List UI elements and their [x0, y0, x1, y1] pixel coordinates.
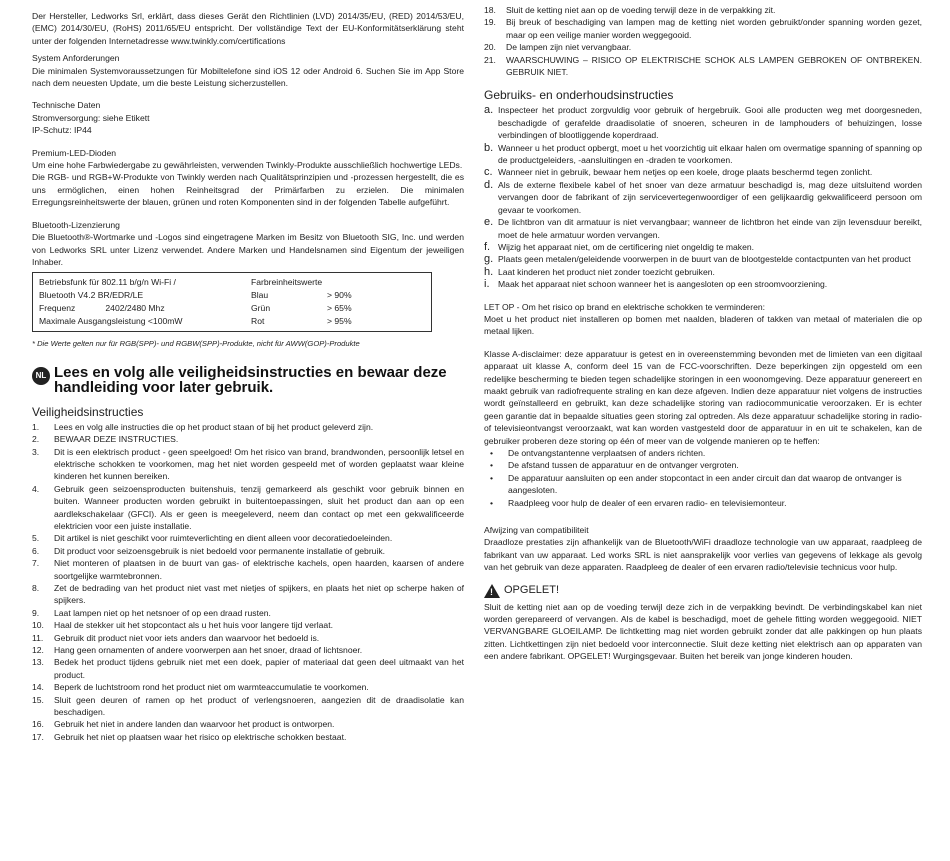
item-number: 16.	[32, 719, 44, 730]
list-item	[484, 472, 922, 497]
item-number: 2.	[32, 434, 40, 445]
list-item	[32, 446, 464, 483]
nl-title: Lees en volg alle veiligheidsinstructies en bewaar deze handleiding voor later gebruik.	[54, 363, 447, 396]
use-maintenance-list	[484, 104, 922, 290]
item-number: 18.	[484, 5, 496, 15]
safety-instructions-title: Veiligheidsinstructies	[32, 404, 144, 419]
item-number: 9.	[32, 607, 40, 618]
item-number: 12.	[32, 645, 44, 656]
list-item	[484, 447, 922, 459]
list-item	[32, 681, 464, 693]
item-letter: b.	[484, 141, 494, 154]
item-number: 15.	[32, 694, 44, 705]
list-item	[484, 497, 922, 509]
item-text: Bedek het product tijdens gebruik niet met een doek, papier of materiaal dat geen deel uitmaakt van het product.	[54, 657, 464, 680]
frequency-value: 2402/2480 Mhz	[105, 303, 165, 314]
color-purity-title: Farbreinheitswerte	[251, 277, 323, 288]
warning-title: OPGELET!	[504, 584, 560, 597]
item-text: Laat lampen niet op het netsnoer of op een draad rusten.	[54, 607, 271, 618]
bullet-icon: •	[490, 497, 494, 508]
premium-led-text-1: Um eine hohe Farbwiedergabe zu gewährleisten, verwenden Twinkly-Produkte ausschließlich hochwertige LEDs.	[32, 160, 463, 171]
item-text: Wijzig het apparaat niet, om de certificering niet ongeldig te maken.	[498, 241, 755, 252]
item-text: Lees en volg alle instructies die op het product staan of bij het product geleverd zijn.	[54, 421, 374, 432]
list-item	[32, 694, 464, 719]
interference-bullets	[484, 447, 922, 509]
color-name: Blau	[251, 290, 269, 301]
spec-table	[32, 272, 432, 332]
item-text: De apparatuur aansluiten op een ander stopcontact in een ander circuit dan dat waarop de ontvanger is aangesloten.	[508, 472, 902, 496]
use-maintenance-title: Gebruiks- en onderhoudsinstructies	[484, 88, 674, 103]
item-number: 7.	[32, 558, 40, 569]
item-number: 8.	[32, 583, 40, 593]
item-text: Als de externe flexibele kabel of het snoer van deze armatuur beschadigd is, mag deze uitsluitend worden vervangen door de fabrikant of zijn servicevertegenwoordiger of een gelijkaardig gekwalificeerd persoon om gevaar te voorkomen.	[498, 179, 922, 215]
item-letter: e.	[484, 216, 494, 229]
list-item	[32, 545, 464, 557]
item-text: Sluit geen deuren of ramen op het product of verlengsnoeren, aangezien dit de draadisolatie kan beschadigen.	[54, 694, 464, 718]
list-item	[484, 179, 922, 216]
item-text: Niet monteren of plaatsen in de buurt van gas- of elektrische kachels, open haarden, kaarsen of andere soortgelijke warmtebronnen.	[54, 558, 464, 581]
list-item	[32, 557, 464, 582]
item-text: Haal de stekker uit het stopcontact als u het huis voor langere tijd verlaat.	[54, 620, 333, 631]
bluetooth-text: Die Bluetooth®-Wortmarke und -Logos sind eingetragene Marken im Besitz von Bluetooth SIG, Inc. und werden von Ledworks SRL unter Lizenz verwendet. Andere Marken und Handelsnamen sind Eigentum der jeweiligen Inhaber.	[32, 232, 464, 267]
item-text: Wanneer u het product opbergt, moet u het voorzichtig uit elkaar halen om overmatige spanning of spanning op de productgeleiders, -aansluitingen en -draden te voorkomen.	[498, 142, 922, 166]
item-text: Zet de bedrading van het product niet vast met nietjes of spijkers, en plaats het niet op scherpe haken of spijkers.	[54, 583, 464, 606]
system-requirements-title: System Anforderungen	[32, 53, 120, 64]
list-item	[484, 104, 922, 141]
item-text: Hang geen ornamenten of andere voorwerpen aan het snoer, draad of lichtsnoer.	[54, 645, 363, 656]
list-item	[32, 731, 464, 743]
list-item	[32, 718, 464, 730]
list-item	[484, 241, 922, 253]
radio-spec-line-1: Betriebsfunk für 802.11 b/g/n Wi-Fi /	[39, 277, 176, 288]
list-item	[32, 483, 464, 533]
item-letter: g.	[484, 253, 494, 266]
color-value: > 95%	[327, 316, 352, 327]
left-column	[32, 10, 464, 743]
item-text: BEWAAR DEZE INSTRUCTIES.	[54, 434, 179, 445]
technical-data-title: Technische Daten	[32, 100, 101, 111]
item-number: 19.	[484, 17, 496, 28]
item-text: Raadpleeg voor hulp de dealer of een ervaren radio- en televisiemonteur.	[508, 497, 787, 508]
list-item	[484, 142, 922, 167]
list-item	[32, 421, 464, 433]
item-letter: a.	[484, 104, 494, 117]
warning-text: Sluit de ketting niet aan op de voeding terwijl deze zich in de verpakking bevindt. De verbindingskabel kan niet worden gerepareerd of vervangen. Als de kabel is beschadigd, moet de gehele fitting worden weggegooid. NIET VERVANGBARE GLOEILAMP. De lichtketting mag niet worden gebruikt zonder dat alle pakkingen op hun plaats zitten. Lichtkettingen zijn niet bedoeld voor interconnectie. Sluit deze ketting niet elektrisch aan op apparaten van een andere fabrikant. OPGELET! Wurgingsgevaar. Buiten het bereik van jonge kinderen houden.	[484, 601, 922, 662]
item-text: Gebruik het niet op plaatsen waar het risico op elektrische schokken bestaat.	[54, 731, 347, 742]
item-number: 14.	[32, 682, 44, 693]
item-text: Dit is een elektrisch product - geen speelgoed! Om het risico van brand, brandwonden, persoonlijk letsel en elektrische schokken te voorkomen, mag het niet worden gespeeld met of worden geplaatst waar kleine kinderen het kunnen bereiken.	[54, 446, 464, 482]
list-item	[32, 607, 464, 619]
premium-led-title: Premium-LED-Dioden	[32, 147, 117, 158]
bullet-icon: •	[490, 472, 494, 483]
item-text: Gebruik dit product niet voor iets anders dan waarvoor het bedoeld is.	[54, 632, 320, 643]
item-text: Plaats geen metalen/geleidende voorwerpen in de buurt van de blootgestelde contactpunten van het product	[498, 254, 911, 265]
item-number: 4.	[32, 483, 40, 494]
list-item	[484, 166, 922, 178]
item-text: WAARSCHUWING – RISICO OP ELEKTRISCHE SCHOK ALS LAMPEN GEBROKEN OF ONTBREKEN. GEBRUIK NIET.	[506, 54, 922, 78]
item-text: Laat kinderen het product niet zonder toezicht gebruiken.	[498, 266, 715, 277]
item-number: 13.	[32, 657, 44, 668]
list-item	[32, 532, 464, 544]
ip-rating-text: IP-Schutz: IP44	[32, 125, 92, 136]
nl-heading	[32, 365, 464, 395]
list-item	[484, 216, 922, 241]
item-text: De lampen zijn niet vervangbaar.	[506, 42, 632, 53]
item-text: De afstand tussen de apparatuur en de ontvanger vergroten.	[508, 460, 739, 471]
warning-heading	[484, 584, 922, 598]
color-row	[251, 315, 425, 328]
item-letter: d.	[484, 178, 494, 191]
item-text: De lichtbron van dit armatuur is niet vervangbaar; wanneer de lichtbron het einde van zijn levensduur bereikt, moet de hele armatuur worden vervangen.	[498, 217, 922, 240]
frequency-row	[39, 302, 239, 315]
list-item	[32, 632, 464, 644]
item-number: 11.	[32, 632, 44, 643]
item-number: 20.	[484, 42, 496, 53]
right-column	[484, 2, 922, 663]
list-item	[484, 278, 922, 290]
list-item	[32, 433, 464, 445]
system-requirements-text: Die minimalen Systemvoraussetzungen für Mobiltelefone sind iOS 12 oder Android 6. Suchen Sie im App Store nach dem neuesten Update, um die beste Leistung sicherzustellen.	[32, 65, 464, 89]
list-item	[484, 16, 922, 41]
list-item	[484, 54, 922, 79]
item-text: Inspecteer het product zorgvuldig voor gebruik of hergebruik. Gooi alle producten weg met doorgesneden, beschadigde of gerafelde draadisolatie of snoeren, scheuren in de lamphouders of behuizingen, losse verbindingen of blootliggende koperdraad.	[498, 105, 922, 141]
item-number: 1.	[32, 421, 40, 432]
item-text: Gebruik geen seizoensproducten buitenshuis, tenzij gemarkeerd als geschikt voor gebruik binnen en buiten. Wanneer producten worden gebruikt in buitentoepassingen, sluit het product dan aan op een aardlekschakelaar (GFCI). Als er geen is meegeleverd, neem dan contact op met een gekwalificeerde elektricien voor een juiste installatie.	[54, 483, 464, 531]
list-item	[32, 644, 464, 656]
caution-title: LET OP - Om het risico op brand en elektrische schokken te verminderen:	[484, 301, 766, 312]
safety-list-right	[484, 4, 922, 78]
color-value: > 65%	[327, 303, 352, 314]
item-letter: i.	[484, 278, 490, 291]
item-number: 21.	[484, 54, 496, 65]
list-item	[484, 266, 922, 278]
list-item	[484, 253, 922, 265]
item-text: Bij breuk of beschadiging van lampen mag de ketting niet worden gebruikt/onder spanning worden gezet, maar op een veilige manier worden weggegooid.	[506, 17, 922, 40]
safety-list-left	[32, 421, 464, 744]
item-text: Sluit de ketting niet aan op de voeding terwijl deze in de verpakking zit.	[506, 5, 776, 15]
nl-language-badge: NL	[32, 367, 50, 385]
item-number: 10.	[32, 620, 44, 631]
compatibility-text: Draadloze prestaties zijn afhankelijk van de Bluetooth/WiFi draadloze technologie van uw apparaat, raadpleeg de fabrikant van uw apparaat. Led works SRL is niet aansprakelijk voor verlies van gegevens of lekkage als gevolg van het gebruik van deze apparaten. Raadpleeg de dealer of een ervaren radio/televisie technicus voor hulp.	[484, 537, 922, 573]
bluetooth-title: Bluetooth-Lizenzierung	[32, 219, 120, 230]
item-letter: c.	[484, 166, 493, 179]
list-item	[484, 459, 922, 471]
power-supply-text: Stromversorgung: siehe Etikett	[32, 112, 150, 123]
premium-led-text-2: Die RGB- und RGB+W-Produkte von Twinkly werden nach Qualitätsprinzipien und -prozessen hergestellt, die es uns ermöglichen, einen hohen Reinheitsgrad der Primärfarben zu erzielen. Die minimalen Erregungsreinheitswerte der blauen, grünen und roten Komponenten sind in der folgenden Tabelle aufgeführt.	[32, 172, 464, 208]
color-row	[251, 289, 425, 302]
list-item	[32, 619, 464, 631]
frequency-label: Frequenz	[39, 303, 76, 314]
compatibility-title: Afwijzing van compatibiliteit	[484, 525, 589, 536]
item-number: 5.	[32, 533, 40, 544]
item-number: 17.	[32, 731, 44, 742]
item-text: Maak het apparaat niet schoon wanneer het is aangesloten op een stroomvoorziening.	[498, 279, 828, 290]
item-letter: h.	[484, 265, 494, 278]
item-text: Dit product voor seizoensgebruik is niet bedoeld voor permanente installatie of gebruik.	[54, 545, 386, 556]
color-row	[251, 302, 425, 315]
warning-icon: !	[484, 584, 500, 598]
list-item	[484, 41, 922, 53]
item-text: Gebruik het niet in andere landen dan waarvoor het product is ontworpen.	[54, 719, 335, 730]
color-name: Grün	[251, 303, 271, 314]
item-number: 6.	[32, 545, 40, 556]
item-letter: f.	[484, 240, 491, 253]
radio-spec-line-2: Bluetooth V4.2 BR/EDR/LE	[39, 290, 144, 301]
list-item	[32, 656, 464, 681]
item-text: Wanneer niet in gebruik, bewaar hem netjes op een koele, droge plaats beschermd tegen zonlicht.	[498, 167, 873, 178]
class-a-disclaimer: Klasse A-disclaimer: deze apparatuur is getest en in overeenstemming bevonden met de limieten van een digitaal apparaat uit klasse A, conform deel 15 van de FCC-voorschriften. Deze beperkingen zijn opgesteld om een redelijke bescherming te bieden tegen schadelijke storingen in een woonomgeving. Deze apparatuur genereert en maakt gebruik van radiofrequente straling en kan deze afgeven. Indien deze apparatuur niet volgens de instructies wordt geïnstalleerd en gebruikt, kan deze schadelijke storing van radiocommunicatie veroorzaken. Er is echter geen garantie dat in bepaalde situaties geen storing zal optreden. Als deze apparatuur schadelijke storing in radio- of televisieontvangst veroorzaakt, wat kan worden vastgesteld door de apparatuur in en uit te schakelen, kan de gebruiker proberen deze storing op één of meer van de volgende manieren op te heffen:	[484, 348, 922, 446]
item-text: Dit artikel is niet geschikt voor ruimteverlichting en dient alleen voor decoratiedoeleinden.	[54, 533, 393, 544]
item-text: De ontvangstantenne verplaatsen of anders richten.	[508, 448, 706, 458]
conformity-text: Der Hersteller, Ledworks Srl, erklärt, dass dieses Gerät den Richtlinien (LVD) 2014/35/EU, (RED) 2014/53/EU, (EMC) 2014/30/EU, (RoHS) 2011/65/EU entspricht. Der vollständige Text der EU-Konformitätserklärung steht unter der folgenden Internetadresse www.twinkly.com/certifications	[32, 11, 464, 46]
item-number: 3.	[32, 446, 40, 457]
color-value: > 90%	[327, 290, 352, 301]
bullet-icon: •	[490, 448, 494, 458]
color-name: Rot	[251, 316, 265, 327]
bullet-icon: •	[490, 460, 494, 471]
item-text: Beperk de luchtstroom rond het product niet om warmteaccumulatie te voorkomen.	[54, 682, 369, 693]
caution-text: Moet u het product niet installeren op bomen met naalden, bladeren of takken van metaal of materialen die op metaal lijken.	[484, 313, 922, 337]
spec-footnote: * Die Werte gelten nur für RGB(SPP)- und RGBW(SPP)-Produkte, nicht für AWW(GOP)-Produkte	[32, 339, 360, 349]
list-item	[32, 582, 464, 607]
list-item	[484, 4, 922, 16]
max-power-text: Maximale Ausgangsleistung <100mW	[39, 316, 183, 327]
